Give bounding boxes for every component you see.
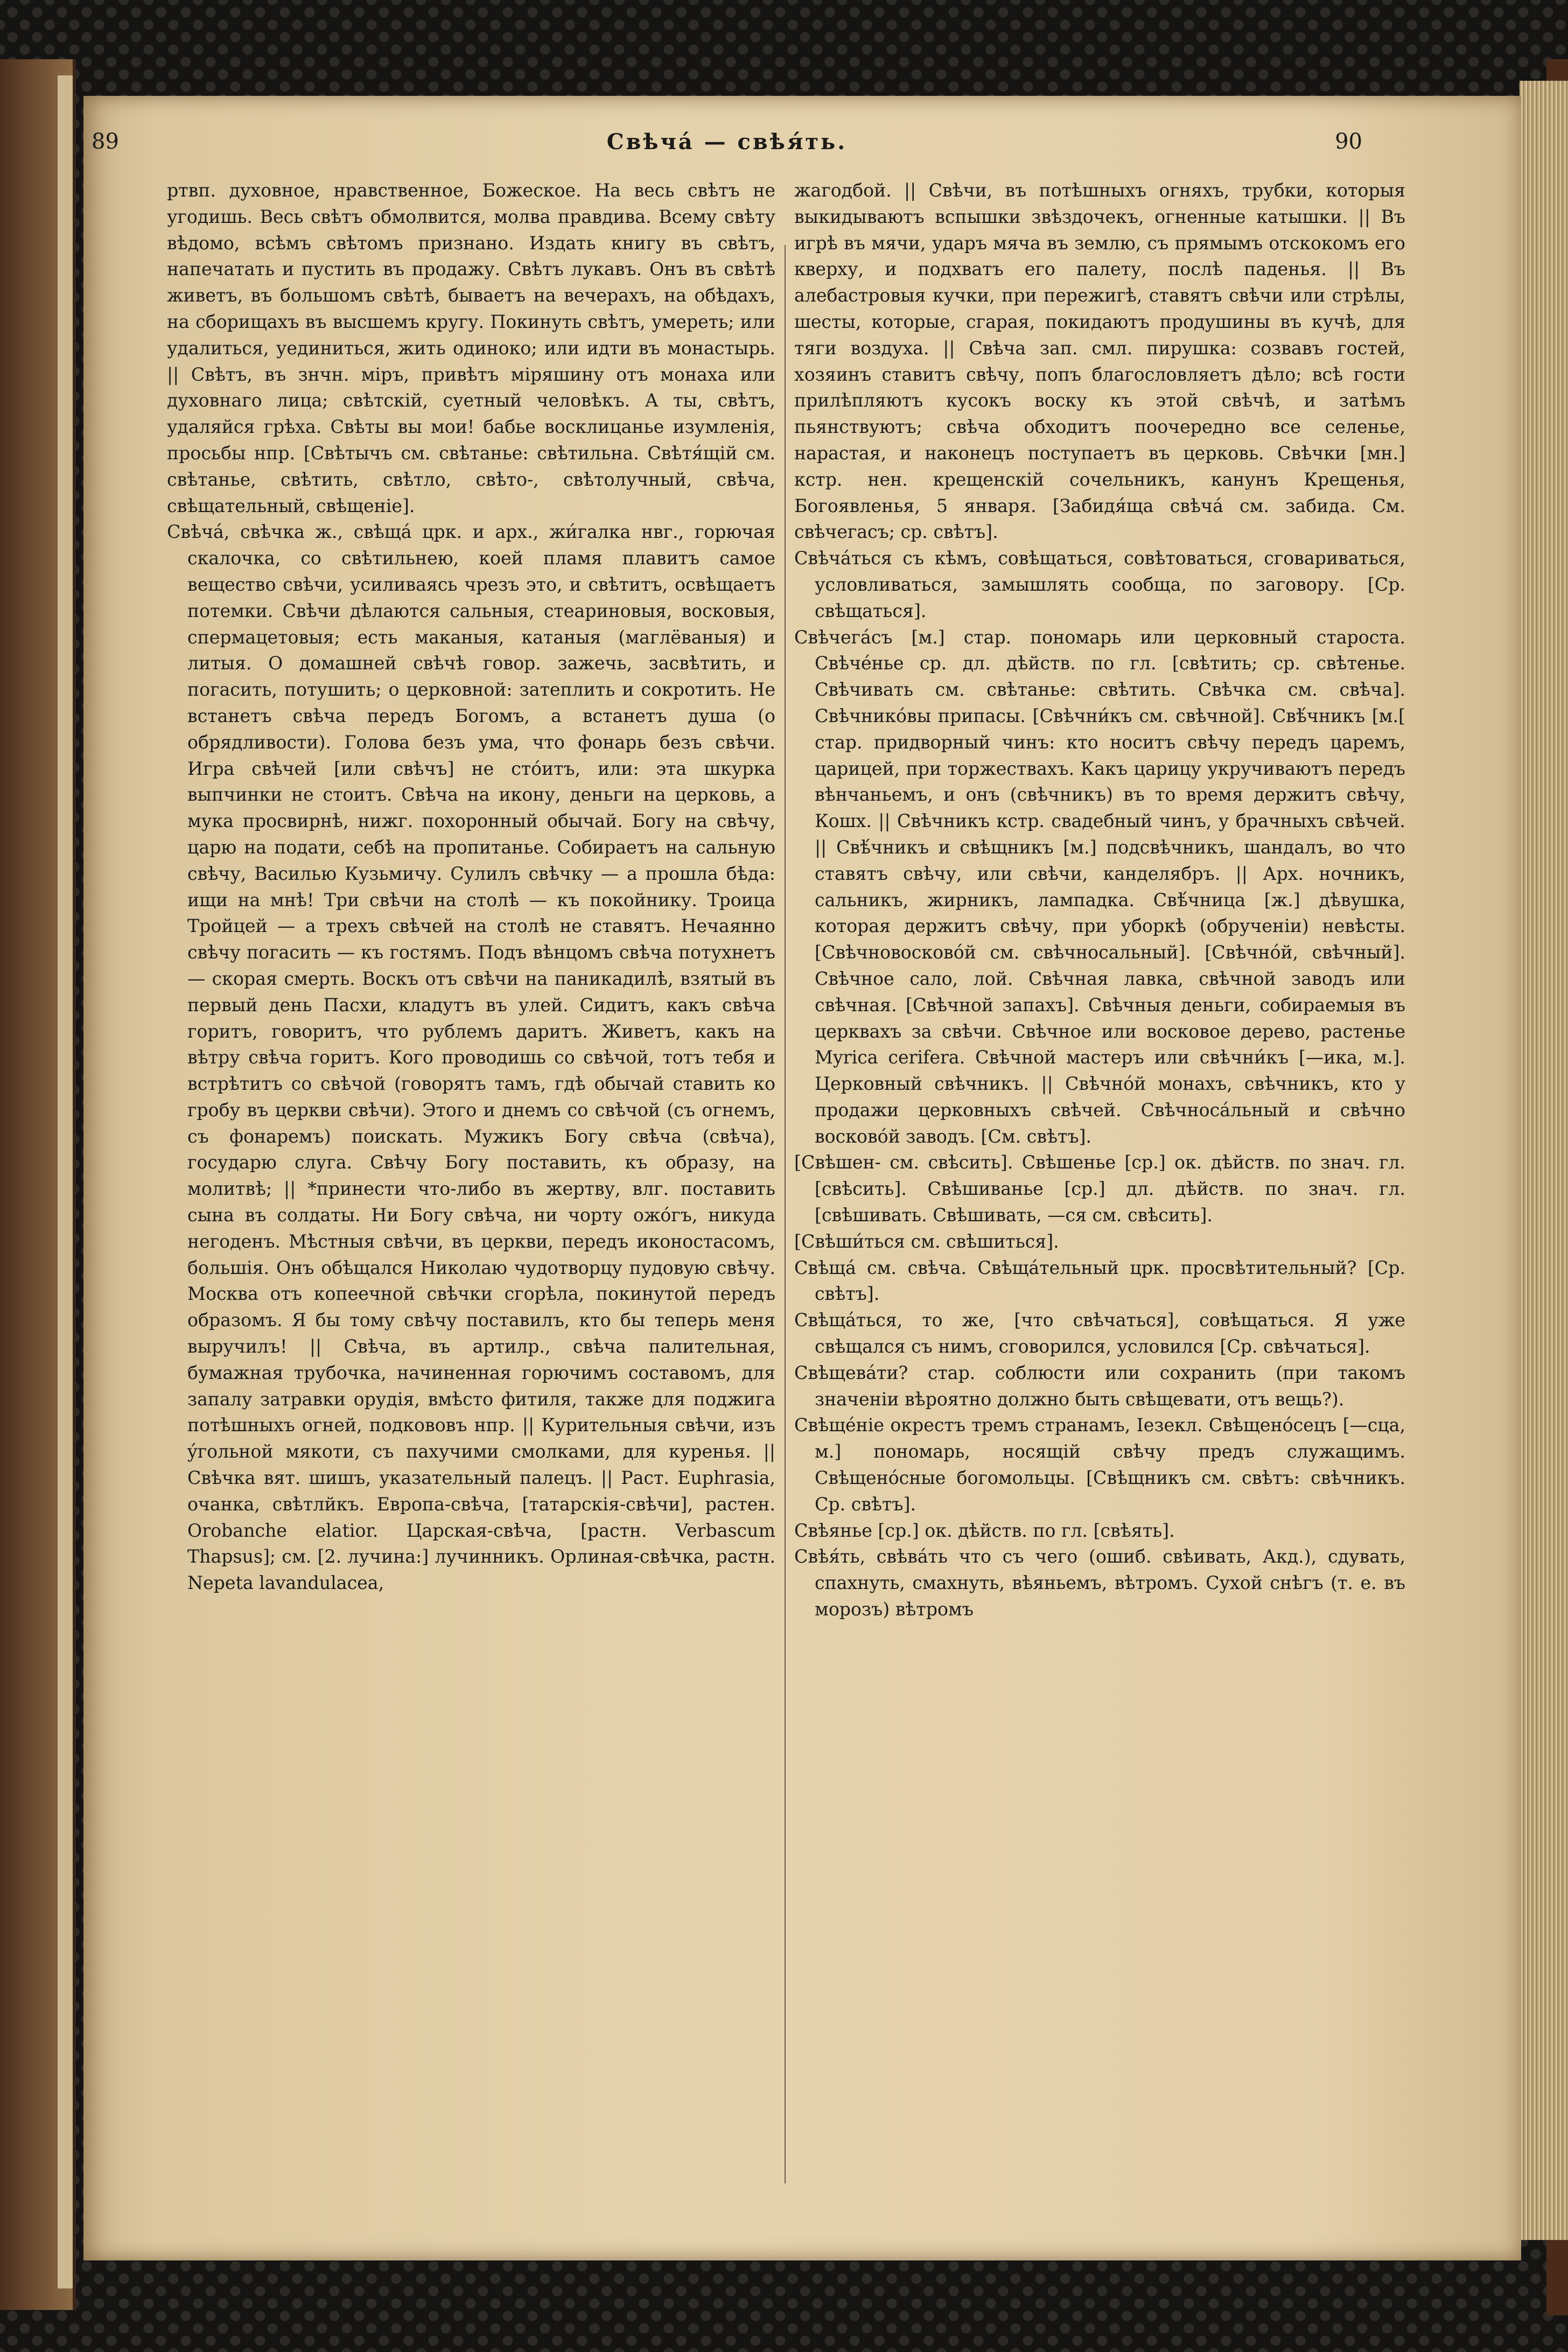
entry-paragraph: Свѣще́ніе окрестъ тремъ странамъ, Іезекл. Свѣщено́сецъ [—сца, м.] пономарь, носящій свѣчу предъ служащимъ. Свѣщено́сные богомольцы. [Свѣщникъ см. свѣтъ: свѣчникъ. Ср. свѣтъ]. bbox=[794, 1415, 1405, 1515]
entry-paragraph: Свѣщева́ти? стар. соблюсти или сохранить (при такомъ значеніи вѣроятно должно быть свѣщевати, отъ вещь?). bbox=[794, 1362, 1405, 1410]
entry-paragraph: жагодбой. || Свѣчи, въ потѣшныхъ огняхъ, трубки, которыя выкидываютъ вспышки звѣздочекъ, огненные катышки. || Въ игрѣ въ мячи, ударъ мяча въ землю, съ прямымъ отскокомъ его кверху, и подхватъ его палету, послѣ паденья. || Въ алебастровыя кучки, при пережигѣ, ставятъ свѣчи или стрѣлы, шесты, которые, сгарая, покидаютъ продушины въ кучѣ, для тяги воздуха. || Свѣча зап. смл. пирушка: созвавъ гостей, хозяинъ ставитъ свѣчу, попъ благословляетъ дѣло; всѣ гости прилѣпляютъ кусокъ воску къ этой свѣчѣ, и затѣмъ пьянствуютъ; свѣча обходитъ поочередно все селенье, нарастая, и наконецъ поступаетъ въ церковь. Свѣчки [мн.] кстр. нен. крещенскій сочельникъ, канунъ Крещенья, Богоявленья, 5 января. [Забидя́ща свѣча́ см. забида. См. свѣчегасъ; ср. свѣтъ]. bbox=[794, 180, 1405, 543]
adjacent-book-pages bbox=[58, 75, 73, 2288]
right-column bbox=[794, 178, 1405, 2240]
entry-paragraph: Свѣща́ см. свѣча. Свѣща́тельный црк. просвѣтительный? [Ср. свѣтъ]. bbox=[794, 1257, 1405, 1305]
page-number-right: 90 bbox=[1335, 129, 1362, 154]
entry-paragraph: [Свѣши́ться см. свѣшиться]. bbox=[794, 1230, 1059, 1252]
page-header bbox=[92, 129, 1362, 172]
entry-paragraph: Свѣча́, свѣчка ж., свѣща́ црк. и арх., жи́галка нвг., горючая скалочка, со свѣтильнею, коей пламя плавитъ самое вещество свѣчи, усиливаясь чрезъ это, и свѣтитъ, освѣщаетъ потемки. Свѣчи дѣлаются сальныя, стеариновыя, восковыя, спермацетовыя; есть маканыя, катаныя (маглёваныя) и литыя. О домашней свѣчѣ говор. зажечь, засвѣтить, и погасить, потушить; о церковной: затеплить и сокротить. Не встанетъ свѣча передъ Богомъ, а встанетъ душа (о обрядливости). Голова безъ ума, что фонарь безъ свѣчи. Игра свѣчей [или свѣчъ] не стóитъ, или: эта шкурка выпчинки не стоитъ. Свѣча на икону, деньги на церковь, а мука просвирнѣ, нижг. похоронный обычай. Богу на свѣчу, царю на подати, себѣ на пропитанье. Собираетъ на сальную свѣчу, Василью Кузьмичу. Сулилъ свѣчку — а прошла бѣда: ищи на мнѣ! Три свѣчи на столѣ — къ покойнику. Троица Тройцей — а трехъ свѣчей на столѣ не ставятъ. Нечаянно свѣчу погасить — къ гостямъ. Подъ вѣнцомъ свѣча потухнетъ — скорая смерть. Воскъ отъ свѣчи на паникадилѣ, взятый въ первый день Пасхи, кладутъ въ улей. Сидитъ, какъ свѣча горитъ, говоритъ, что рублемъ даритъ. Живетъ, какъ на вѣтру свѣча горитъ. Кого проводишь со свѣчой, тотъ тебя и встрѣтитъ со свѣчой (говорятъ тамъ, гдѣ обычай ставить ко гробу въ церкви свѣчи). Этого и днемъ со свѣчой (съ огнемъ, съ фонаремъ) поискать. Мужикъ Богу свѣча (свѣча), государю слуга. Свѣчу Богу поставить, къ образу, на молитвѣ; || *принести что-либо въ жертву, влг. поставить сына въ солдаты. Ни Богу свѣча, ни чорту ожóгъ, никуда негоденъ. Мѣстныя свѣчи, въ церкви, передъ иконостасомъ, большія. Онъ обѣщался Николаю чудотворцу пудовую свѣчу. Москва отъ копеечной свѣчки сгорѣла, покинутой передъ образомъ. Я бы тому свѣчу поставилъ, кто бы теперь меня выручилъ! || Свѣча, въ артилр., свѣча палительная, бумажная трубочка, начиненная горючимъ составомъ, для запалу затравки орудія, вмѣсто фитиля, также для поджига потѣшныхъ огней, подкововъ нпр. || Курительныя свѣчи, изъ ýгольной мякоти, съ пахучими смолками, для куренья. || Свѣчка вят. шишъ, указательный палецъ. || Раст. Euphrasia, очанка, свѣтлйкъ. Европа-свѣча, [татарскія-свѣчи], растен. Orobanche elatior. Царская-свѣча, [растн. Verbascum Thapsus]; см. [2. лучина:] лучинникъ. Орлиная-свѣчка, растн. Nepeta lavandulacea, bbox=[167, 521, 775, 1594]
column-divider bbox=[785, 245, 786, 2183]
entry-paragraph: Свѣча́ться съ кѣмъ, совѣщаться, совѣтоваться, сговариваться, условливаться, замышлять сообща, по заговору. [Ср. свѣщаться]. bbox=[794, 548, 1405, 621]
entry-paragraph: Свѣянье [ср.] ок. дѣйств. по гл. [свѣять]. bbox=[794, 1520, 1175, 1541]
entry-paragraph: Свѣя́ть, свѣва́ть что съ чего (ошиб. свѣивать, Акд.), сдувать, спахнуть, смахнуть, вѣяньемъ, вѣтромъ. Сухой снѣгъ (т. е. въ морозъ) вѣтромъ bbox=[794, 1546, 1405, 1620]
left-column bbox=[167, 178, 775, 2240]
page-number-left: 89 bbox=[92, 129, 119, 154]
entry-paragraph: Свѣчега́съ [м.] стар. пономарь или церковный староста. Свѣче́нье ср. дл. дѣйств. по гл. [свѣтить; ср. свѣтенье. Свѣчивать см. свѣтанье: свѣтить. Свѣчка см. свѣча]. Свѣчнико́вы припасы. [Свѣчни́къ см. свѣчной]. Свѣ́чникъ [м.[ стар. придворный чинъ: кто носитъ свѣчу передъ царемъ, царицей, при торжествахъ. Какъ царицу укручиваютъ передъ вѣнчаньемъ, и онъ (свѣчникъ) въ то время держитъ свѣчу, Кошх. || Свѣчникъ кстр. свадебный чинъ, у брачныхъ свѣчей. || Свѣ́чникъ и свѣщникъ [м.] подсвѣчникъ, шандалъ, во что ставятъ свѣчу, или свѣчи, канделябръ. || Арх. ночникъ, сальникъ, жирникъ, лампадка. Свѣ́чница [ж.] дѣвушка, которая держитъ свѣчу, при уборкѣ (обрученіи) невѣсты. [Свѣчновосково́й см. свѣчносальный]. [Свѣчно́й, свѣчный]. Свѣчное сало, лой. Свѣчная лавка, свѣчной заводъ или свѣчная. [Свѣчной запахъ]. Свѣчныя деньги, собираемыя въ церквахъ за свѣчи. Свѣчное или восковое дерево, растенье Myrica cerifera. Свѣчной мастеръ или свѣчни́къ [—ика, м.]. Церковный свѣчникъ. || Свѣчно́й монахъ, свѣчникъ, кто у продажи церковныхъ свѣчей. Свѣчноса́льный и свѣчно восково́й заводъ. [См. свѣтъ]. bbox=[794, 626, 1405, 1147]
adjacent-book-cover bbox=[0, 59, 76, 2310]
running-head: Свѣча́ — свѣя́ть. bbox=[606, 129, 848, 155]
page-edges bbox=[1520, 81, 1568, 2240]
entry-paragraph: Свѣща́ться, то же, [что свѣчаться], совѣщаться. Я уже свѣщался съ нимъ, сговорился, условился [Ср. свѣчаться]. bbox=[794, 1310, 1405, 1357]
entry-paragraph: [Свѣшен- см. свѣсить]. Свѣшенье [ср.] ок. дѣйств. по знач. гл. [свѣсить]. Свѣшиванье [ср.] дл. дѣйств. по знач. гл. [свѣшивать. Свѣшивать, —ся см. свѣсить]. bbox=[794, 1152, 1405, 1226]
entry-paragraph: ртвп. духовное, нравственное, Божеское. На весь свѣтъ не угодишь. Весь свѣтъ обмолвится, молва правдива. Всему свѣту вѣдомо, всѣмъ свѣтомъ признано. Издать книгу въ свѣтъ, напечатать и пустить въ продажу. Свѣтъ лукавъ. Онъ въ свѣтѣ живетъ, въ большомъ свѣтѣ, бываетъ на вечерахъ, на обѣдахъ, на сборищахъ въ высшемъ кругу. Покинуть свѣтъ, умереть; или удалиться, уединиться, жить одиноко; или идти въ монастырь. || Свѣтъ, въ знчн. міръ, привѣтъ міряшину отъ монаха или духовнаго лица; свѣтскій, суетный человѣкъ. А ты, свѣтъ, удаляйся грѣха. Свѣты вы мои! бабье восклицанье изумленія, просьбы нпр. [Свѣтычъ см. свѣтанье: свѣтильна. Свѣтя́щій см. свѣтанье, свѣтить, свѣтло, свѣто-, свѣтолучный, свѣча, свѣщательный, свѣщеніе]. bbox=[167, 180, 775, 516]
